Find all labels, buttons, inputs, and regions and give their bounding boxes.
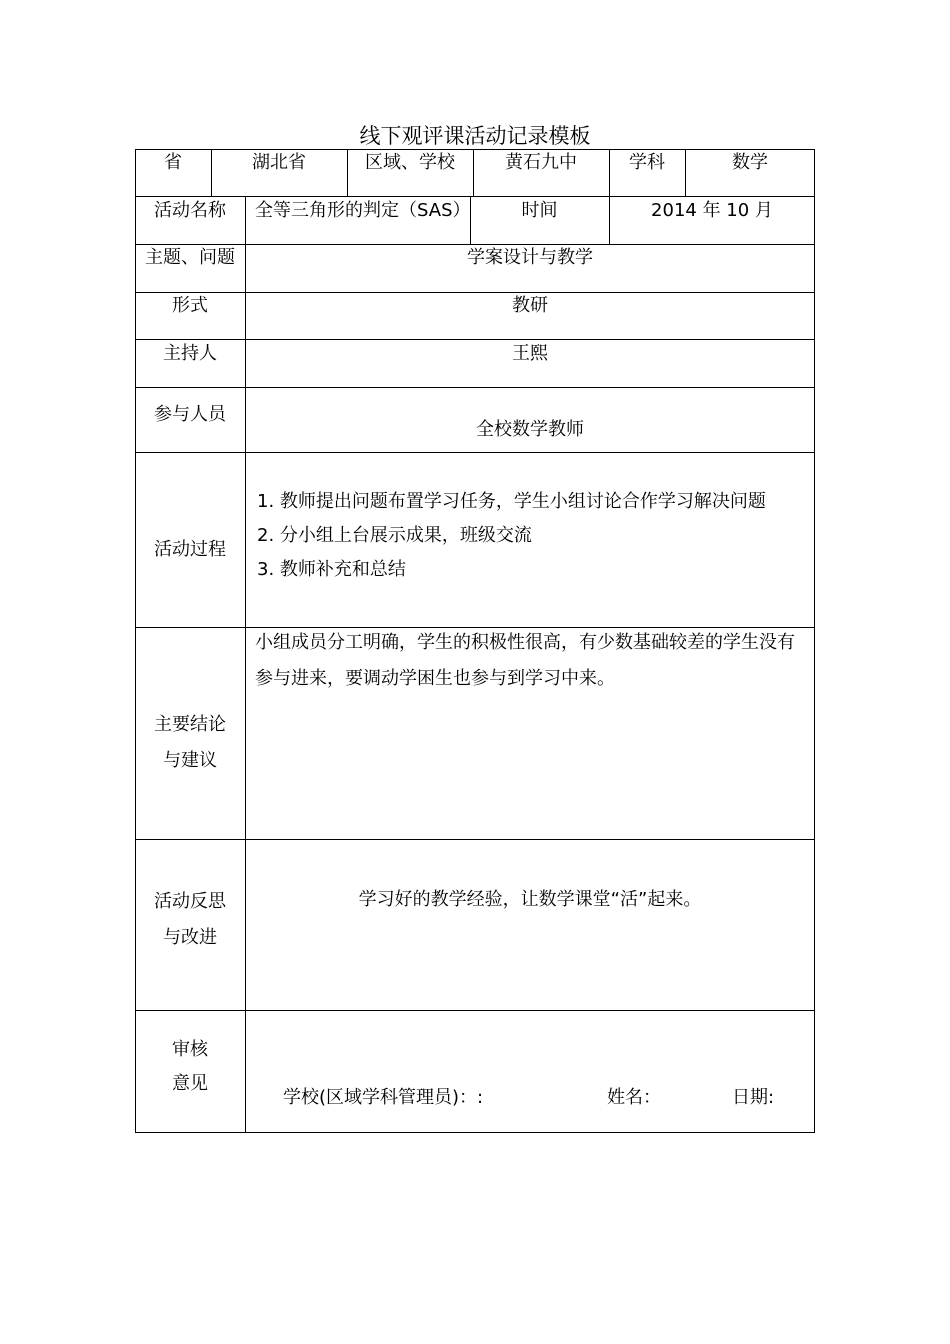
row-divider: [135, 839, 815, 840]
activity-name-label: 活动名称: [154, 200, 226, 221]
time-label: 时间: [521, 200, 558, 221]
subject-label: 学科: [629, 152, 665, 173]
conclusion-label: 主要结论: [154, 714, 226, 735]
region-label: 区域、学校: [365, 152, 455, 173]
region-value: 黄石九中: [505, 152, 577, 173]
review-name-field: 姓名：: [607, 1087, 661, 1108]
conclusion-text: 小组成员分工明确，学生的积极性很高，有少数基础较差的学生没有参与进来，要调动学困生也参与到学习中来。: [255, 632, 795, 689]
form-value: 教研: [512, 295, 548, 316]
subject-value: 数学: [732, 152, 768, 173]
process-step: 3. 教师补充和总结: [257, 559, 406, 580]
province-value: 湖北省: [252, 152, 306, 173]
province-label: 省: [164, 152, 182, 173]
row-divider: [135, 387, 815, 388]
topic-label: 主题、问题: [145, 247, 235, 268]
row-divider: [135, 1010, 815, 1011]
process-step: 2. 分小组上台展示成果，班级交流: [257, 525, 532, 546]
host-value: 王熙: [512, 343, 548, 364]
reflection-label: 活动反思: [154, 891, 226, 912]
review-date-field: 日期:: [732, 1087, 775, 1108]
participants-label: 参与人员: [154, 404, 226, 425]
row-divider: [135, 244, 815, 245]
table-border-top: [135, 149, 815, 150]
conclusion-label: 与建议: [163, 750, 217, 771]
participants-value: 全校数学教师: [476, 419, 584, 440]
activity-name-value: 全等三角形的判定（SAS）: [255, 200, 471, 221]
process-label: 活动过程: [154, 539, 226, 560]
row-divider: [135, 292, 815, 293]
reflection-label: 与改进: [163, 927, 217, 948]
topic-value: 学案设计与教学: [467, 247, 593, 268]
review-school-field: 学校(区域学科管理员)：:: [283, 1087, 484, 1108]
reflection-text: 学习好的教学经验，让数学课堂“活”起来。: [358, 889, 702, 910]
table-border-bottom: [135, 1132, 815, 1133]
time-value: 2014 年 10 月: [651, 200, 773, 221]
review-label: 审核: [172, 1039, 208, 1060]
form-label: 形式: [172, 295, 208, 316]
row-divider: [135, 196, 815, 197]
page-title: 线下观评课活动记录模板: [359, 124, 591, 148]
host-label: 主持人: [163, 343, 217, 364]
process-step: 1. 教师提出问题布置学习任务，学生小组讨论合作学习解决问题: [257, 491, 766, 512]
review-label: 意见: [172, 1073, 208, 1094]
col-divider: [245, 196, 246, 1133]
row-divider: [135, 339, 815, 340]
activity-record-table: [135, 149, 815, 1133]
row-divider: [135, 452, 815, 453]
